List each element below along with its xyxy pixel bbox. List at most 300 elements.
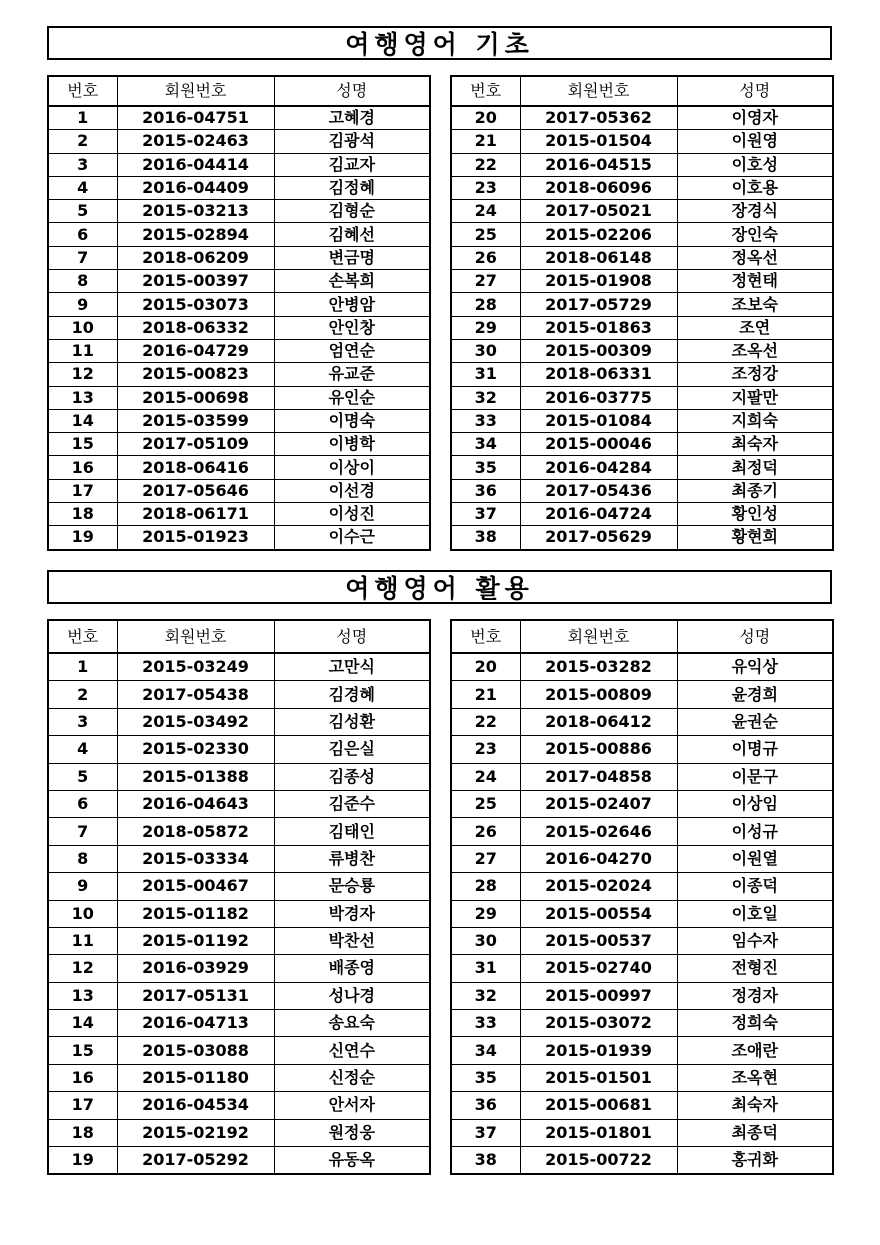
table-row: [451, 153, 833, 176]
cell-member-id: 2017-05646: [117, 479, 274, 502]
cell-number: 23: [451, 176, 520, 199]
cell-name: 안서자: [274, 1092, 430, 1119]
cell-member-id: 2015-03599: [117, 409, 274, 432]
cell-name: 정경자: [677, 982, 833, 1009]
table-row: [451, 873, 833, 900]
cell-name: 윤경희: [677, 681, 833, 708]
cell-name: 황현희: [677, 526, 833, 550]
cell-name: 송요숙: [274, 1010, 430, 1037]
cell-member-id: 2015-00681: [520, 1092, 677, 1119]
table-row: [48, 363, 430, 386]
cell-member-id: 2015-01388: [117, 763, 274, 790]
cell-member-id: 2015-01939: [520, 1037, 677, 1064]
cell-name: 임수자: [677, 927, 833, 954]
cell-number: 8: [48, 270, 117, 293]
table-row: [451, 1064, 833, 1091]
table-row: [48, 1064, 430, 1091]
table-row: [451, 386, 833, 409]
header-member-id: 회원번호: [117, 76, 274, 106]
cell-number: 26: [451, 818, 520, 845]
cell-name: 문승룡: [274, 873, 430, 900]
header-number: 번호: [48, 76, 117, 106]
cell-name: 고혜경: [274, 106, 430, 130]
cell-name: 안병암: [274, 293, 430, 316]
cell-name: 윤권순: [677, 708, 833, 735]
cell-member-id: 2017-05292: [117, 1147, 274, 1175]
table-row: [451, 200, 833, 223]
table-row: [451, 316, 833, 339]
cell-name: 조애란: [677, 1037, 833, 1064]
cell-number: 35: [451, 456, 520, 479]
header-name: 성명: [274, 620, 430, 653]
cell-name: 이호일: [677, 900, 833, 927]
cell-member-id: 2016-03929: [117, 955, 274, 982]
table-row: [48, 106, 430, 130]
table-row: [451, 223, 833, 246]
cell-member-id: 2017-04858: [520, 763, 677, 790]
cell-number: 4: [48, 176, 117, 199]
cell-member-id: 2015-02740: [520, 955, 677, 982]
header-name: 성명: [677, 620, 833, 653]
table-row: [451, 1119, 833, 1146]
cell-member-id: 2015-01182: [117, 900, 274, 927]
table-row: [451, 503, 833, 526]
cell-member-id: 2015-03492: [117, 708, 274, 735]
cell-number: 30: [451, 927, 520, 954]
cell-member-id: 2016-04534: [117, 1092, 274, 1119]
header-member-id: 회원번호: [117, 620, 274, 653]
cell-name: 이문구: [677, 763, 833, 790]
cell-name: 이종덕: [677, 873, 833, 900]
table-row: [48, 293, 430, 316]
table-row: [451, 409, 833, 432]
cell-member-id: 2015-02330: [117, 736, 274, 763]
cell-member-id: 2015-01501: [520, 1064, 677, 1091]
cell-member-id: 2015-02407: [520, 790, 677, 817]
cell-number: 1: [48, 106, 117, 130]
cell-number: 25: [451, 223, 520, 246]
table-row: [48, 708, 430, 735]
table-row: [451, 293, 833, 316]
cell-number: 21: [451, 681, 520, 708]
cell-number: 12: [48, 955, 117, 982]
table-row: [48, 200, 430, 223]
table-row: [451, 927, 833, 954]
header-number: 번호: [451, 620, 520, 653]
table-row: [451, 736, 833, 763]
cell-number: 18: [48, 1119, 117, 1146]
cell-member-id: 2015-01908: [520, 270, 677, 293]
cell-number: 14: [48, 1010, 117, 1037]
cell-number: 3: [48, 153, 117, 176]
roster-table-basic-left: [47, 75, 431, 551]
table-row: [451, 708, 833, 735]
cell-member-id: 2015-03073: [117, 293, 274, 316]
cell-name: 류병찬: [274, 845, 430, 872]
cell-member-id: 2015-03072: [520, 1010, 677, 1037]
section-title-basic: 여행영어 기초: [47, 26, 832, 60]
cell-number: 32: [451, 386, 520, 409]
cell-number: 2: [48, 130, 117, 153]
cell-name: 변금명: [274, 246, 430, 269]
cell-number: 16: [48, 456, 117, 479]
table-row: [48, 653, 430, 681]
cell-name: 이성규: [677, 818, 833, 845]
cell-number: 20: [451, 653, 520, 681]
cell-name: 지희숙: [677, 409, 833, 432]
cell-name: 최숙자: [677, 433, 833, 456]
table-row: [48, 386, 430, 409]
cell-number: 1: [48, 653, 117, 681]
table-row: [451, 339, 833, 362]
cell-number: 15: [48, 433, 117, 456]
cell-name: 김태인: [274, 818, 430, 845]
cell-member-id: 2015-02894: [117, 223, 274, 246]
cell-name: 최숙자: [677, 1092, 833, 1119]
header-number: 번호: [48, 620, 117, 653]
table-row: [48, 982, 430, 1009]
cell-number: 11: [48, 339, 117, 362]
table-row: [48, 316, 430, 339]
cell-number: 29: [451, 316, 520, 339]
cell-name: 김종성: [274, 763, 430, 790]
cell-member-id: 2016-04284: [520, 456, 677, 479]
cell-member-id: 2015-01084: [520, 409, 677, 432]
cell-number: 19: [48, 1147, 117, 1175]
cell-name: 이호성: [677, 153, 833, 176]
table-row: [451, 681, 833, 708]
cell-member-id: 2015-01801: [520, 1119, 677, 1146]
table-row: [48, 130, 430, 153]
cell-name: 박경자: [274, 900, 430, 927]
cell-member-id: 2016-03775: [520, 386, 677, 409]
table-row: [451, 246, 833, 269]
cell-member-id: 2015-03282: [520, 653, 677, 681]
cell-member-id: 2015-02024: [520, 873, 677, 900]
table-row: [48, 526, 430, 550]
cell-member-id: 2018-06148: [520, 246, 677, 269]
cell-number: 10: [48, 316, 117, 339]
cell-name: 유교준: [274, 363, 430, 386]
cell-name: 신연수: [274, 1037, 430, 1064]
cell-member-id: 2016-04751: [117, 106, 274, 130]
cell-number: 9: [48, 293, 117, 316]
cell-name: 이명규: [677, 736, 833, 763]
cell-member-id: 2015-00722: [520, 1147, 677, 1175]
table-row: [48, 433, 430, 456]
table-row: [48, 736, 430, 763]
cell-name: 김준수: [274, 790, 430, 817]
cell-name: 이호용: [677, 176, 833, 199]
roster-table-applied-left: [47, 619, 431, 1175]
cell-number: 33: [451, 409, 520, 432]
cell-name: 이수근: [274, 526, 430, 550]
cell-name: 손복희: [274, 270, 430, 293]
table-row: [48, 1092, 430, 1119]
cell-name: 김정혜: [274, 176, 430, 199]
cell-name: 김형순: [274, 200, 430, 223]
cell-number: 34: [451, 433, 520, 456]
cell-member-id: 2015-00554: [520, 900, 677, 927]
table-row: [48, 246, 430, 269]
cell-member-id: 2015-02646: [520, 818, 677, 845]
cell-name: 유익상: [677, 653, 833, 681]
table-row: [48, 873, 430, 900]
table-row: [451, 763, 833, 790]
section-title-applied: 여행영어 활용: [47, 570, 832, 604]
table-row: [48, 1010, 430, 1037]
table-row: [48, 1119, 430, 1146]
cell-name: 이병학: [274, 433, 430, 456]
table-row: [451, 526, 833, 550]
cell-number: 38: [451, 526, 520, 550]
cell-number: 27: [451, 845, 520, 872]
table-row: [48, 845, 430, 872]
table-row: [48, 763, 430, 790]
table-row: [451, 176, 833, 199]
table-header-row: [48, 76, 430, 106]
cell-number: 7: [48, 818, 117, 845]
header-number: 번호: [451, 76, 520, 106]
cell-name: 원정웅: [274, 1119, 430, 1146]
cell-name: 김혜선: [274, 223, 430, 246]
cell-name: 조옥선: [677, 339, 833, 362]
table-row: [48, 927, 430, 954]
cell-number: 24: [451, 200, 520, 223]
table-row: [48, 456, 430, 479]
cell-member-id: 2015-01180: [117, 1064, 274, 1091]
cell-name: 성나경: [274, 982, 430, 1009]
cell-member-id: 2018-05872: [117, 818, 274, 845]
cell-name: 배종영: [274, 955, 430, 982]
cell-number: 13: [48, 982, 117, 1009]
cell-name: 김교자: [274, 153, 430, 176]
table-row: [451, 456, 833, 479]
cell-number: 37: [451, 1119, 520, 1146]
table-row: [451, 1037, 833, 1064]
table-row: [48, 503, 430, 526]
cell-number: 2: [48, 681, 117, 708]
cell-name: 안인창: [274, 316, 430, 339]
table-row: [451, 900, 833, 927]
cell-member-id: 2015-00886: [520, 736, 677, 763]
cell-number: 37: [451, 503, 520, 526]
cell-name: 유인순: [274, 386, 430, 409]
table-row: [451, 818, 833, 845]
cell-name: 최종덕: [677, 1119, 833, 1146]
table-row: [48, 223, 430, 246]
cell-member-id: 2018-06331: [520, 363, 677, 386]
cell-number: 20: [451, 106, 520, 130]
cell-number: 22: [451, 153, 520, 176]
cell-member-id: 2016-04643: [117, 790, 274, 817]
cell-number: 21: [451, 130, 520, 153]
table-row: [48, 955, 430, 982]
cell-number: 32: [451, 982, 520, 1009]
cell-number: 26: [451, 246, 520, 269]
cell-member-id: 2015-03088: [117, 1037, 274, 1064]
cell-number: 5: [48, 200, 117, 223]
cell-member-id: 2015-00537: [520, 927, 677, 954]
cell-number: 7: [48, 246, 117, 269]
cell-number: 25: [451, 790, 520, 817]
cell-number: 13: [48, 386, 117, 409]
table-row: [48, 790, 430, 817]
cell-name: 김경혜: [274, 681, 430, 708]
cell-number: 17: [48, 479, 117, 502]
cell-member-id: 2015-00823: [117, 363, 274, 386]
cell-name: 조정강: [677, 363, 833, 386]
table-row: [48, 409, 430, 432]
cell-member-id: 2016-04515: [520, 153, 677, 176]
cell-name: 이명숙: [274, 409, 430, 432]
cell-number: 5: [48, 763, 117, 790]
cell-member-id: 2015-00467: [117, 873, 274, 900]
cell-member-id: 2015-02192: [117, 1119, 274, 1146]
cell-member-id: 2015-00309: [520, 339, 677, 362]
cell-number: 11: [48, 927, 117, 954]
cell-name: 엄연순: [274, 339, 430, 362]
cell-member-id: 2018-06096: [520, 176, 677, 199]
cell-number: 14: [48, 409, 117, 432]
cell-member-id: 2017-05438: [117, 681, 274, 708]
cell-name: 지팔만: [677, 386, 833, 409]
table-header-row: [451, 620, 833, 653]
cell-name: 최종기: [677, 479, 833, 502]
table-row: [48, 818, 430, 845]
cell-number: 19: [48, 526, 117, 550]
cell-member-id: 2016-04713: [117, 1010, 274, 1037]
cell-member-id: 2017-05109: [117, 433, 274, 456]
table-row: [451, 845, 833, 872]
cell-name: 조옥현: [677, 1064, 833, 1091]
cell-member-id: 2017-05021: [520, 200, 677, 223]
cell-name: 홍귀화: [677, 1147, 833, 1175]
cell-member-id: 2017-05362: [520, 106, 677, 130]
table-row: [48, 153, 430, 176]
roster-table-basic-right: [450, 75, 834, 551]
table-row: [451, 1010, 833, 1037]
header-member-id: 회원번호: [520, 620, 677, 653]
cell-number: 6: [48, 223, 117, 246]
cell-member-id: 2015-01923: [117, 526, 274, 550]
cell-name: 장경식: [677, 200, 833, 223]
cell-number: 34: [451, 1037, 520, 1064]
cell-name: 김성환: [274, 708, 430, 735]
cell-name: 이원열: [677, 845, 833, 872]
cell-name: 정옥선: [677, 246, 833, 269]
cell-number: 36: [451, 479, 520, 502]
cell-member-id: 2015-01863: [520, 316, 677, 339]
cell-number: 33: [451, 1010, 520, 1037]
cell-name: 이선경: [274, 479, 430, 502]
table-row: [451, 106, 833, 130]
cell-number: 17: [48, 1092, 117, 1119]
cell-number: 27: [451, 270, 520, 293]
table-row: [451, 270, 833, 293]
cell-number: 36: [451, 1092, 520, 1119]
cell-number: 38: [451, 1147, 520, 1175]
cell-name: 김광석: [274, 130, 430, 153]
table-row: [451, 433, 833, 456]
cell-member-id: 2017-05436: [520, 479, 677, 502]
cell-member-id: 2015-02206: [520, 223, 677, 246]
cell-name: 이상이: [274, 456, 430, 479]
cell-name: 이원영: [677, 130, 833, 153]
table-row: [451, 1092, 833, 1119]
cell-member-id: 2016-04724: [520, 503, 677, 526]
table-row: [451, 955, 833, 982]
cell-number: 31: [451, 955, 520, 982]
cell-number: 28: [451, 293, 520, 316]
cell-name: 신정순: [274, 1064, 430, 1091]
cell-member-id: 2015-03334: [117, 845, 274, 872]
cell-name: 최정덕: [677, 456, 833, 479]
cell-member-id: 2015-01192: [117, 927, 274, 954]
cell-number: 9: [48, 873, 117, 900]
table-row: [48, 900, 430, 927]
cell-name: 정희숙: [677, 1010, 833, 1037]
cell-member-id: 2015-01504: [520, 130, 677, 153]
cell-member-id: 2016-04414: [117, 153, 274, 176]
cell-member-id: 2015-02463: [117, 130, 274, 153]
header-member-id: 회원번호: [520, 76, 677, 106]
cell-name: 조연: [677, 316, 833, 339]
cell-name: 이상임: [677, 790, 833, 817]
cell-member-id: 2017-05729: [520, 293, 677, 316]
cell-number: 28: [451, 873, 520, 900]
table-header-row: [48, 620, 430, 653]
table-row: [48, 1147, 430, 1175]
cell-member-id: 2015-00046: [520, 433, 677, 456]
cell-number: 22: [451, 708, 520, 735]
table-row: [451, 653, 833, 681]
table-row: [451, 479, 833, 502]
cell-member-id: 2015-00997: [520, 982, 677, 1009]
table-row: [451, 363, 833, 386]
cell-number: 6: [48, 790, 117, 817]
roster-table-applied-right: [450, 619, 834, 1175]
cell-number: 23: [451, 736, 520, 763]
cell-member-id: 2018-06171: [117, 503, 274, 526]
cell-number: 12: [48, 363, 117, 386]
cell-number: 29: [451, 900, 520, 927]
cell-member-id: 2015-00809: [520, 681, 677, 708]
table-row: [48, 479, 430, 502]
table-row: [451, 1147, 833, 1175]
cell-member-id: 2017-05629: [520, 526, 677, 550]
cell-name: 유동옥: [274, 1147, 430, 1175]
cell-number: 16: [48, 1064, 117, 1091]
cell-number: 35: [451, 1064, 520, 1091]
cell-member-id: 2015-00698: [117, 386, 274, 409]
header-name: 성명: [677, 76, 833, 106]
cell-name: 고만식: [274, 653, 430, 681]
cell-member-id: 2016-04409: [117, 176, 274, 199]
cell-member-id: 2015-03249: [117, 653, 274, 681]
cell-name: 조보숙: [677, 293, 833, 316]
cell-member-id: 2018-06412: [520, 708, 677, 735]
cell-number: 10: [48, 900, 117, 927]
cell-name: 황인성: [677, 503, 833, 526]
table-row: [48, 176, 430, 199]
cell-number: 4: [48, 736, 117, 763]
cell-name: 이성진: [274, 503, 430, 526]
cell-member-id: 2018-06416: [117, 456, 274, 479]
table-row: [48, 681, 430, 708]
cell-name: 전형진: [677, 955, 833, 982]
cell-number: 31: [451, 363, 520, 386]
